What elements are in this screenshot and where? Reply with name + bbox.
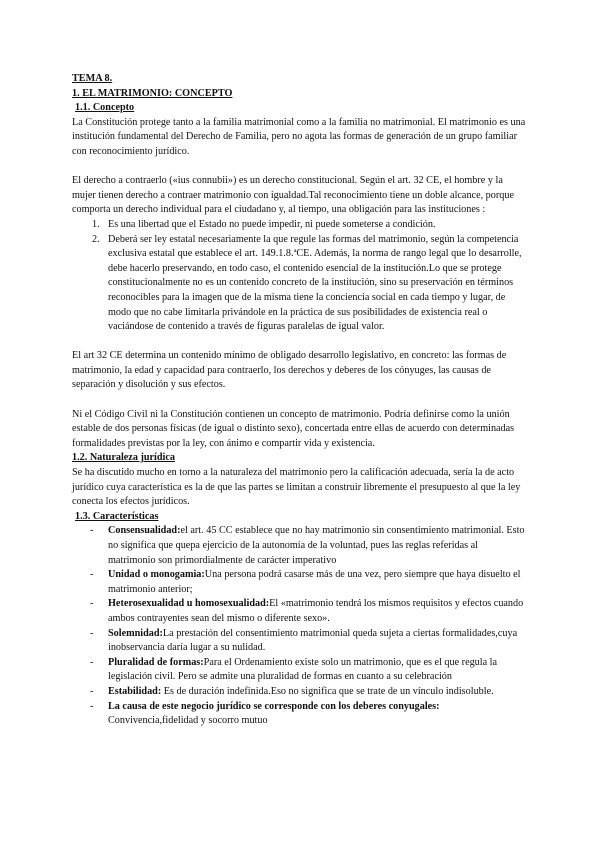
list-number: 2.: [92, 233, 100, 245]
term: Consensualidad:: [108, 525, 181, 537]
subsection-title-naturaleza: 1.2. Naturaleza jurídica: [72, 452, 175, 464]
term: Estabilidad:: [108, 685, 162, 697]
list-item: [72, 597, 528, 626]
term-description: el art. 45 CC establece que no hay matrimonio sin consentimiento matrimonial. Esto no significa que quepa ejercicio de la autonomía de la voluntad, pues las reglas referidas al matrimonio son primordialmente de carácter imperativo: [108, 525, 525, 566]
term-description: Es de duración indefinida.Eso no significa que se trate de un vínculo indisoluble.: [161, 685, 494, 697]
list-dash: -: [90, 685, 94, 697]
list-item-text: Deberá ser ley estatal necesariamente la que regule las formas del matrimonio, según la competencia exclusiva estatal que establece el art. 149.1.8.ªCE. Además, la norma de rango legal que lo desarrolle, debe hacerlo preservando, en todo caso, el contenido esencial de la institución.Lo que se protege constitucionalmente no es un contenido concreto de la institución, sino su preservación en términos reconocibles para la imagen que de la misma tiene la conciencia social en cada tiempo y lugar, de modo que no cabe limitarla privándole en la práctica de sus posibilidades de existencia real o vaciándose de contenido a través de figuras paralelas de igual valor.: [108, 233, 522, 333]
numbered-list: [72, 218, 528, 335]
list-dash: -: [90, 569, 94, 581]
document-page: [72, 72, 528, 729]
paragraph: El art 32 CE determina un contenido mínimo de obligado desarrollo legislativo, en concreto: las formas de matrimonio, la edad y capacidad para contraerlo, los derechos y deberes de los cónyuges, las causas de separación y disolución y sus efectos.: [72, 350, 507, 391]
term: Unidad o monogamia:: [108, 569, 205, 581]
term-description: La prestación del consentimiento matrimonial queda sujeta a ciertas formalidades,cuya inobservancia daría lugar a su nulidad.: [108, 627, 518, 654]
list-dash: -: [90, 525, 94, 537]
paragraph: La Constitución protege tanto a la familia matrimonial como a la familia no matrimonial. El matrimonio es una institución fundamental del Derecho de Familia, pero no agota las formas de generación de un grupo familiar con reconocimiento jurídico.: [72, 116, 526, 157]
list-item: [72, 656, 528, 685]
list-item: [72, 218, 528, 233]
subsection-title-caracteristicas: 1.3. Características: [75, 510, 159, 522]
list-item: [72, 233, 528, 335]
list-dash: -: [90, 627, 94, 639]
paragraph: Ni el Código Civil ni la Constitución contienen un concepto de matrimonio. Podría definirse como la unión estable de dos personas físicas (de igual o distinto sexo), concertada entre ellas de acuerdo con determinadas formalidades previstas por la ley, con ánimo e compartir vida y existencia.: [72, 408, 515, 449]
paragraph: El derecho a contraerlo («ius connubii») es un derecho constitucional. Según el art. 32 CE, el hombre y la mujer tienen derecho a contraer matrimonio con igualdad.Tal reconocimiento tiene un doble alcance, porque comporta un derecho individual para el ciudadano y, al tiempo, una obligación para las instituciones :: [72, 175, 514, 216]
term-description: Una persona podrá casarse más de una vez, pero siempre que haya disuelto el matrimonio anterior;: [108, 569, 521, 595]
characteristics-list: [72, 524, 528, 728]
term: Pluralidad de formas:: [108, 656, 204, 668]
list-item: [72, 685, 528, 700]
term: Solemnidad:: [108, 627, 163, 639]
list-item-text: Es una libertad que el Estado no puede impedir, ni puede someterse a condición.: [108, 218, 436, 230]
term-description: El «matrimonio tendrá los mismos requisitos y efectos cuando ambos contrayentes sean del mismo o diferente sexo».: [108, 598, 524, 624]
list-item: [72, 524, 528, 568]
subsection-title-concepto: 1.1. Concepto: [75, 102, 135, 114]
list-dash: -: [90, 656, 94, 668]
list-item: [72, 627, 528, 656]
list-number: 1.: [92, 218, 100, 230]
term: La causa de este negocio jurídico se corresponde con los deberes conyugales:: [108, 700, 440, 712]
list-item: [72, 700, 528, 729]
list-dash: -: [90, 700, 94, 712]
section-heading: 1. EL MATRIMONIO: CONCEPTO: [72, 87, 233, 99]
term-description: Para el Ordenamiento existe solo un matrimonio, que es el que regula la legislación civil. Pero se admite una pluralidad de formas en cuanto a su celebración: [108, 656, 498, 683]
term-description: Convivencia,fidelidad y socorro mutuo: [108, 715, 268, 727]
paragraph: Se ha discutido mucho en torno a la naturaleza del matrimonio pero la calificación adecuada, sería la de acto jurídico cuya característica es la de que las partes se limitan a construir libremente el presupuesto al que la ley conecta los efectos jurídicos.: [72, 467, 521, 508]
document-title: TEMA 8.: [72, 73, 113, 84]
term: Heterosexualidad u homosexualidad:: [108, 598, 270, 610]
list-dash: -: [90, 598, 94, 610]
list-item: [72, 568, 528, 597]
